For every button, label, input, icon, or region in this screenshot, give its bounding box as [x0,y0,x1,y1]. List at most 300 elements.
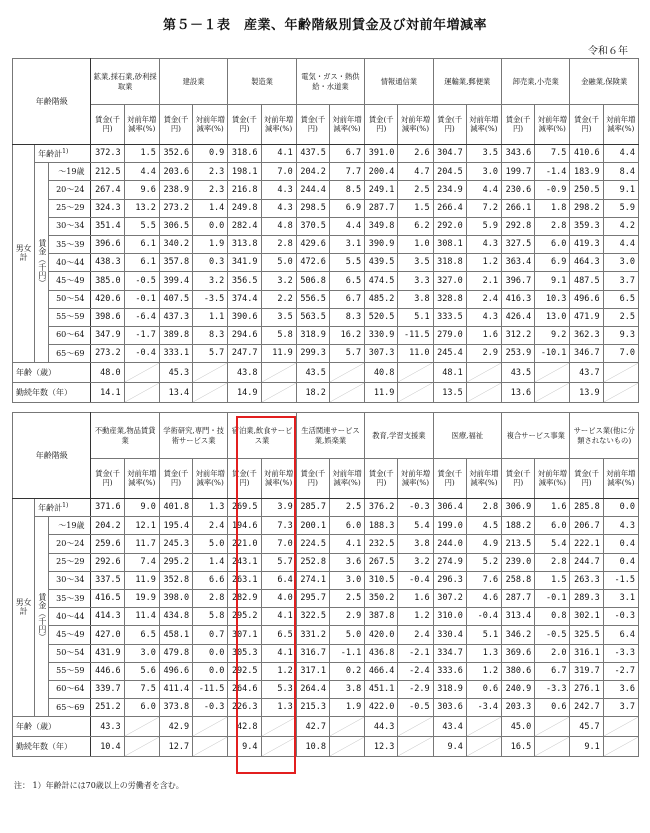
diagonal-line-icon [262,363,296,382]
table-row [13,589,639,607]
wage-cell: 325.5 [570,626,603,644]
blank-cell [466,717,501,737]
age-label: 35～39 [49,589,91,607]
table-row [13,163,639,181]
wage-cell: 389.8 [159,326,192,344]
wage-cell: 244.7 [570,553,603,571]
table-row [13,608,639,626]
rate-cell: 2.8 [466,499,501,517]
diagonal-line-icon [330,363,364,382]
wage-cell: 295.2 [228,608,261,626]
rate-cell: 2.1 [466,272,501,290]
wage-cell: 373.8 [159,699,192,717]
industry-name: サービス業(他に分類されないもの) [570,413,639,459]
rate-cell: 1.6 [398,589,433,607]
rate-cell: 7.0 [603,345,638,363]
tenure-value: 13.6 [501,383,534,403]
blank-cell [193,717,228,737]
rate-column-header: 対前年増減率(%) [398,459,433,499]
rate-cell: 8.4 [603,163,638,181]
wage-cell: 198.1 [228,163,261,181]
blank-cell [603,383,638,403]
rate-cell: 2.5 [603,308,638,326]
wage-cell: 195.4 [159,517,192,535]
rate-cell: 4.5 [466,517,501,535]
table-row [13,680,639,698]
wage-cell: 222.1 [570,535,603,553]
wage-cell: 245.4 [433,345,466,363]
rate-cell: 6.4 [603,626,638,644]
rate-cell: 8.3 [193,326,228,344]
rate-cell: 9.6 [124,181,159,199]
age-label [35,499,91,517]
rate-cell: 11.0 [398,345,433,363]
wage-column-header: 賃金(千円) [570,105,603,145]
rate-cell: 2.2 [261,290,296,308]
wage-column-header: 賃金(千円) [365,105,398,145]
wage-cell: 273.2 [159,199,192,217]
table-row [13,626,639,644]
wage-cell: 200.4 [365,163,398,181]
wage-cell: 194.6 [228,517,261,535]
rate-cell: 6.7 [329,290,364,308]
blank-cell [535,717,570,737]
wage-cell: 396.7 [501,272,534,290]
wage-cell: 437.5 [296,145,329,163]
rate-cell: 0.0 [193,217,228,235]
rate-cell: 1.9 [329,699,364,717]
diagonal-line-icon [193,737,227,756]
industry-name: 情報通信業 [365,59,433,105]
blank-cell [261,737,296,757]
rate-cell: 5.8 [261,326,296,344]
rate-cell: 4.3 [261,199,296,217]
table-row [13,272,639,290]
rate-cell: 4.6 [466,589,501,607]
rate-cell: -3.5 [193,290,228,308]
diagonal-line-icon [125,363,159,382]
diagonal-line-icon [467,737,501,756]
rate-cell: -0.3 [603,608,638,626]
wage-cell: 287.7 [502,589,535,607]
wage-cell: 419.3 [570,235,603,253]
wage-cell: 318.9 [433,680,466,698]
rate-cell: -0.9 [535,181,570,199]
table-row [13,553,639,571]
rate-cell: -0.4 [466,608,501,626]
rate-cell: -2.7 [603,662,638,680]
wage-cell: 414.3 [91,608,124,626]
rate-cell: 1.6 [466,326,501,344]
wage-cell: 429.6 [296,235,329,253]
rate-cell: -0.5 [398,699,433,717]
industry-name: 宿泊業,飲食サービス業 [228,413,296,459]
rate-cell: 4.0 [261,589,296,607]
rate-cell: 4.1 [261,644,296,662]
rate-cell: -0.5 [535,626,570,644]
wage-cell: 351.4 [91,217,124,235]
diagonal-line-icon [467,363,501,382]
rate-cell: 3.8 [398,290,433,308]
wage-cell: 416.3 [501,290,534,308]
wage-cell: 274.1 [296,571,329,589]
wage-column-header: 賃金(千円) [91,105,124,145]
wage-cell: 282.4 [228,217,261,235]
diagonal-line-icon [262,717,296,736]
industry-header-row [13,59,639,105]
diagonal-line-icon [125,383,159,402]
rate-cell: 2.3 [193,181,228,199]
wage-cell: 316.1 [570,644,603,662]
rate-cell: 4.8 [261,217,296,235]
rate-cell: 6.5 [261,626,296,644]
rate-cell: 2.6 [398,145,433,163]
rate-cell: 1.0 [398,235,433,253]
average-age-value: 42.9 [159,717,192,737]
wage-axis-label: 賃金（千円） [35,163,49,363]
diagonal-line-icon [604,383,638,402]
table-row [13,699,639,717]
age-label: 25～29 [49,553,91,571]
blank-cell [398,737,433,757]
wage-cell: 264.4 [296,680,329,698]
rate-cell: 1.1 [193,308,228,326]
blank-cell [124,717,159,737]
wage-cell: 242.7 [570,699,603,717]
table-row [13,181,639,199]
rate-cell: 4.4 [603,235,638,253]
blank-cell [398,383,433,403]
rate-cell: 5.7 [261,553,296,571]
rate-cell: 7.0 [261,535,296,553]
rate-cell: 7.2 [466,199,501,217]
wage-cell: 471.9 [570,308,603,326]
rate-column-header: 対前年増減率(%) [193,105,228,145]
rate-cell: 2.4 [193,517,228,535]
wage-cell: 203.6 [159,163,192,181]
industry-name: 生活関連サービス業,娯楽業 [296,413,364,459]
wage-cell: 199.0 [433,517,466,535]
wage-cell: 390.6 [228,308,261,326]
industry-name: 不動産業,物品賃貸業 [91,413,159,459]
rate-cell: 9.3 [603,326,638,344]
rate-cell: 6.9 [535,254,570,272]
wage-cell: 464.3 [570,254,603,272]
rate-cell: 3.0 [124,644,159,662]
wage-column-header: 賃金(千円) [159,105,192,145]
wage-cell: 310.5 [365,571,398,589]
wage-cell: 328.8 [433,290,466,308]
rate-cell: 5.0 [261,254,296,272]
industry-name: 学術研究,専門・技術サービス業 [159,413,227,459]
wage-cell: 331.2 [296,626,329,644]
rate-cell: 0.8 [535,608,570,626]
wage-cell: 337.5 [91,571,124,589]
rate-cell: 3.5 [466,145,501,163]
rate-cell: 1.6 [535,499,570,517]
rate-cell: -2.1 [398,644,433,662]
blank-cell [466,363,501,383]
wage-cell: 396.6 [91,235,124,253]
industry-name: 卸売業,小売業 [501,59,569,105]
age-footnote-mark: 1) [62,501,69,509]
wage-cell: 356.5 [228,272,261,290]
wage-cell: 204.2 [91,517,124,535]
rate-cell: 1.9 [193,235,228,253]
average-age-value: 48.0 [91,363,124,383]
rate-cell: 4.2 [603,217,638,235]
table-row [13,499,639,517]
rate-cell: -1.5 [603,571,638,589]
wage-cell: 252.8 [296,553,329,571]
wage-cell: 431.9 [91,644,124,662]
rate-cell: 6.0 [535,235,570,253]
wage-cell: 266.1 [501,199,534,217]
average-age-value: 43.5 [296,363,329,383]
rate-cell: -1.7 [124,326,159,344]
rate-cell: 6.7 [329,145,364,163]
average-age-value: 45.7 [570,717,603,737]
wage-cell: 385.0 [91,272,124,290]
wage-cell: 416.5 [91,589,124,607]
blank-cell [603,717,638,737]
blank-cell [329,383,364,403]
wage-cell: 289.3 [570,589,603,607]
rate-cell: 0.6 [466,680,501,698]
rate-cell: 1.3 [261,699,296,717]
tenure-label: 勤続年数（年） [13,383,91,403]
rate-cell: 12.1 [124,517,159,535]
wage-cell: 285.8 [570,499,603,517]
wage-cell: 520.5 [365,308,398,326]
rate-cell: 7.5 [535,145,570,163]
wage-cell: 317.1 [296,662,329,680]
rate-cell: 0.7 [193,626,228,644]
rate-cell: 1.8 [535,199,570,217]
wage-cell: 318.6 [228,145,261,163]
rate-cell: 0.0 [193,662,228,680]
wage-cell: 434.8 [159,608,192,626]
wage-cell: 310.0 [433,608,466,626]
rate-cell: 19.9 [124,589,159,607]
rate-cell: 1.3 [193,499,228,517]
wage-cell: 458.1 [159,626,192,644]
rate-cell: 1.5 [535,571,570,589]
wage-cell: 279.0 [433,326,466,344]
diagonal-line-icon [330,737,364,756]
age-label: 55～59 [49,662,91,680]
rate-cell: -3.3 [603,644,638,662]
rate-cell: 6.5 [603,290,638,308]
blank-cell [193,383,228,403]
rate-cell: 3.1 [329,235,364,253]
age-label: 60～64 [49,326,91,344]
rate-cell: 0.9 [193,145,228,163]
diagonal-line-icon [535,363,569,382]
wage-cell: 399.4 [159,272,192,290]
rate-column-header: 対前年増減率(%) [193,459,228,499]
tenure-value: 12.7 [159,737,192,757]
wage-cell: 305.3 [228,644,261,662]
rate-cell: 6.1 [124,235,159,253]
wage-cell: 376.2 [365,499,398,517]
wage-column-header: 賃金(千円) [91,459,124,499]
average-age-label: 年齢（歳） [13,363,91,383]
wage-cell: 224.5 [296,535,329,553]
rate-cell: 1.2 [398,608,433,626]
wage-cell: 298.5 [296,199,329,217]
age-label: 20～24 [49,535,91,553]
wage-cell: 263.1 [228,571,261,589]
wage-cell: 204.2 [296,163,329,181]
rate-cell: 13.0 [535,308,570,326]
wage-table-2 [12,412,639,757]
rate-cell: -3.4 [466,699,501,717]
wage-cell: 285.7 [296,499,329,517]
rate-cell: 5.9 [603,199,638,217]
rate-cell: 6.0 [329,517,364,535]
diagonal-line-icon [398,363,432,382]
age-label: 60～64 [49,680,91,698]
wage-cell: 299.3 [296,345,329,363]
diagonal-line-icon [398,717,432,736]
rate-cell: -3.3 [535,680,570,698]
wage-cell: 292.0 [433,217,466,235]
wage-cell: 282.9 [228,589,261,607]
wage-cell: 296.3 [433,571,466,589]
diagonal-line-icon [398,383,432,402]
wage-column-header: 賃金(千円) [228,105,261,145]
wage-cell: 327.0 [433,272,466,290]
rate-cell: 1.5 [124,145,159,163]
tenure-row [13,737,639,757]
rate-cell: 11.4 [124,608,159,626]
blank-cell [261,383,296,403]
wage-cell: 451.1 [365,680,398,698]
rate-column-header: 対前年増減率(%) [124,459,159,499]
wage-cell: 474.5 [365,272,398,290]
rate-cell: 3.9 [261,499,296,517]
blank-cell [535,737,570,757]
blank-cell [124,737,159,757]
diagonal-line-icon [535,737,569,756]
blank-cell [603,737,638,757]
table-row [13,326,639,344]
age-label: 45～49 [49,626,91,644]
wage-cell: 322.5 [296,608,329,626]
wage-cell: 266.4 [433,199,466,217]
rate-cell: 2.8 [261,235,296,253]
wage-cell: 362.3 [570,326,603,344]
wage-cell: 330.4 [433,626,466,644]
rate-cell: -0.1 [535,589,570,607]
wage-cell: 244.0 [433,535,466,553]
wage-cell: 212.5 [91,163,124,181]
rate-cell: 4.9 [466,535,501,553]
rate-cell: 7.4 [124,553,159,571]
diagonal-line-icon [535,717,569,736]
wage-cell: 249.8 [228,199,261,217]
rate-cell: 6.0 [124,699,159,717]
wage-cell: 427.0 [91,626,124,644]
wage-cell: 496.6 [570,290,603,308]
wage-cell: 188.3 [365,517,398,535]
blank-cell [193,737,228,757]
rate-cell: 3.8 [398,535,433,553]
wage-cell: 319.7 [570,662,603,680]
wage-cell: 369.6 [502,644,535,662]
wage-cell: 339.7 [91,680,124,698]
rate-cell: 7.0 [261,163,296,181]
age-label: 45～49 [49,272,91,290]
diagonal-line-icon [467,717,501,736]
rate-cell: 3.0 [466,163,501,181]
wage-cell: 292.5 [228,662,261,680]
wage-cell: 221.0 [228,535,261,553]
age-label: 50～54 [49,290,91,308]
average-age-value: 42.8 [228,717,261,737]
wage-cell: 343.6 [501,145,534,163]
tenure-value: 14.9 [228,383,261,403]
table-row [13,662,639,680]
wage-cell: 306.4 [433,499,466,517]
diagonal-line-icon [193,717,227,736]
wage-cell: 387.8 [365,608,398,626]
rate-cell: 3.5 [398,254,433,272]
age-label: 35～39 [49,235,91,253]
wage-cell: 438.3 [91,254,124,272]
rate-cell: 4.3 [603,517,638,535]
blank-cell [466,383,501,403]
blank-cell [124,383,159,403]
rate-cell: 6.5 [329,272,364,290]
rate-cell: 7.5 [124,680,159,698]
average-age-value: 43.8 [228,363,261,383]
wage-cell: 330.9 [365,326,398,344]
wage-cell: 420.0 [365,626,398,644]
tenure-value: 18.2 [296,383,329,403]
rate-cell: 5.0 [193,535,228,553]
table-row [13,308,639,326]
wage-cell: 333.1 [159,345,192,363]
wage-cell: 380.6 [502,662,535,680]
blank-cell [329,737,364,757]
wage-cell: 263.3 [570,571,603,589]
age-total-label: 年齢計 [38,149,63,159]
wage-cell: 312.2 [501,326,534,344]
age-group-header: 年齢階級 [13,413,91,499]
wage-cell: 251.2 [91,699,124,717]
wage-cell: 216.8 [228,181,261,199]
rate-cell: 0.4 [603,535,638,553]
wage-cell: 302.1 [570,608,603,626]
rate-cell: 0.0 [603,499,638,517]
wage-cell: 556.5 [296,290,329,308]
rate-cell: 4.7 [398,163,433,181]
rate-cell: 2.5 [329,499,364,517]
wage-cell: 496.6 [159,662,192,680]
tenure-value: 11.9 [365,383,398,403]
wage-cell: 188.2 [502,517,535,535]
rate-cell: 16.2 [329,326,364,344]
table-row [13,535,639,553]
table-row [13,517,639,535]
wage-column-header: 賃金(千円) [159,459,192,499]
diagonal-line-icon [604,717,638,736]
wage-cell: 563.5 [296,308,329,326]
wage-cell: 249.1 [365,181,398,199]
rate-cell: 1.4 [193,199,228,217]
